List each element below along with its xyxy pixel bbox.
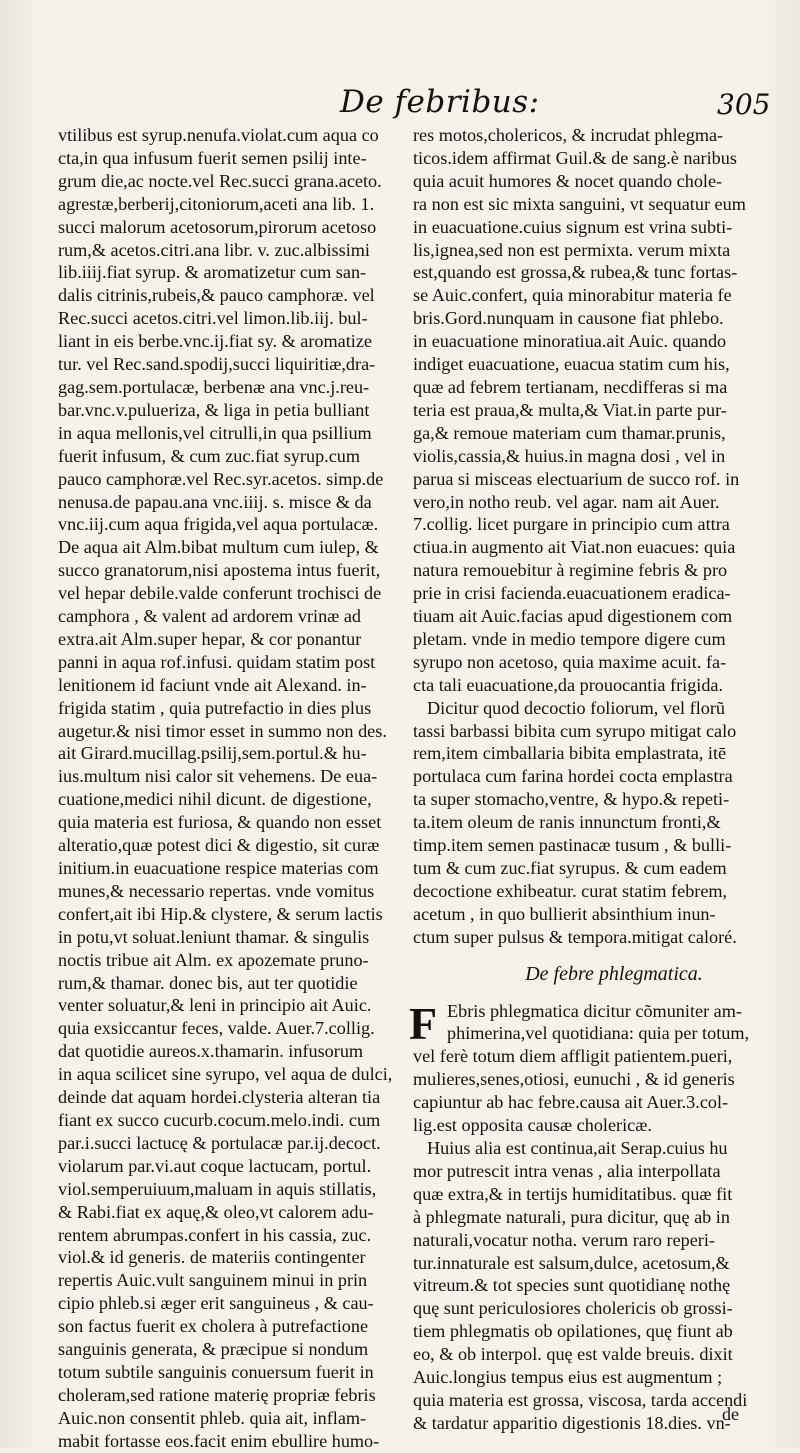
text-line: quia acuit humores & nocet quando chole- <box>413 170 723 191</box>
text-line: fiant ex succo cucurb.cocum.melo.indi. cum <box>58 1109 381 1130</box>
text-line: dalis citrinis,rubeis,& pauco camphoræ. vel <box>58 285 375 306</box>
text-line: bar.vnc.v.pulueriza, & liga in petia bulliant <box>58 399 370 420</box>
text-line: in aqua scilicet sine syrupo, vel aqua de dulci, <box>58 1064 393 1085</box>
text-line: syrupo non acetoso, quia maxime acuit. fa- <box>413 651 727 672</box>
left-text-column <box>58 124 396 1453</box>
text-line: lis,ignea,sed non est permixta. verum mixta <box>413 239 731 260</box>
text-line: prie in crisi facienda.euacuationem eradica- <box>413 583 731 604</box>
text-line: quæ ad febrem tertianam, necdifferas si ma <box>413 376 728 397</box>
page-number: 305 <box>717 88 771 121</box>
text-line: capiuntur ab hac febre.causa ait Auer.3.col- <box>413 1092 729 1113</box>
text-line: cta,in qua infusum fuerit semen psilij inte- <box>58 147 367 168</box>
text-line: totum subtile sanguinis conuersum fuerit in <box>58 1361 374 1382</box>
text-line: noctis tribue ait Alm. ex apozemate pruno- <box>58 949 369 970</box>
text-line: in euacuatione.cuius signum est vrina subti- <box>413 216 733 237</box>
text-line: ga,& remoue materiam cum thamar.prunis, <box>413 422 726 443</box>
running-title: De febribus: <box>340 84 540 120</box>
text-line: pletam. vnde in medio tempore digere cum <box>413 628 726 649</box>
text-line: son factus fuerit ex cholera à putrefactione <box>58 1316 369 1337</box>
text-line: bris.Gord.nunquam in causone fiat phlebo. <box>413 308 724 329</box>
text-line: succi malorum acetosorum,pirorum acetoso <box>58 216 377 237</box>
text-line: rum,& thamar. donec bis, aut ter quotidie <box>58 972 358 993</box>
text-line: repertis Auic.vult sanguinem minui in prin <box>58 1270 368 1291</box>
drop-capital: F <box>409 997 438 1049</box>
text-line: extra.ait Alm.super hepar, & cor ponantur <box>58 628 362 649</box>
text-line: par.i.succi lactucę & portulacæ par.ij.decoct. <box>58 1132 381 1153</box>
text-line: Auic.longius tempus eius est augmentum ; <box>413 1367 723 1388</box>
text-line: ait Girard.mucillag.psilij,sem.portul.& hu- <box>58 743 367 764</box>
text-line: in aqua mellonis,vel citrulli,in qua psillium <box>58 422 372 443</box>
text-line: vero,in notho reub. vel agar. nam ait Auer. <box>413 491 720 512</box>
text-line: pauco camphoræ.vel Rec.syr.acetos. simp.de <box>58 468 384 489</box>
text-line: confert,ait ibi Hip.& clystere, & serum lactis <box>58 903 383 924</box>
text-line: cta tali euacuatione,da prouocantia frigida. <box>413 674 724 695</box>
text-line: portulaca cum farina hordei cocta emplastra <box>413 766 733 787</box>
text-line: eo, & ob interpol. quę est valde breuis. dixit <box>413 1344 733 1365</box>
text-line: ctum super pulsus & tempora.mitigat caloré. <box>413 926 737 947</box>
text-line: dat quotidie aureos.x.thamarin. infusorum <box>58 1041 364 1062</box>
right-text-column <box>409 124 771 1435</box>
right-paragraph-3 <box>409 997 771 1137</box>
text-line: quia exsiccantur feces, valde. Auer.7.collig. <box>58 1018 375 1039</box>
text-line: lenitionem id faciunt vnde ait Alexand. in- <box>58 674 367 695</box>
text-line: à phlegmate naturali, pura dicitur, quę ab in <box>413 1206 730 1227</box>
text-line: 7.collig. licet purgare in principio cum attra <box>413 514 730 535</box>
text-line: natura remouebitur à regimine febris & pro <box>413 560 728 581</box>
text-line: sanguinis generata, & præcipue si nondum <box>58 1339 369 1360</box>
text-line: timp.item semen pastinacæ tusum , & bulli- <box>413 835 732 856</box>
text-line: gag.sem.portulacæ, berbenæ ana vnc.j.reu- <box>58 376 370 397</box>
text-line: phimerina,vel quotidiana: quia per totum, <box>447 1023 750 1044</box>
text-line: rum,& acetos.citri.ana libr. v. zuc.albissimi <box>58 239 370 260</box>
text-line: Ebris phlegmatica dicitur cõmuniter am- <box>447 1000 742 1021</box>
text-line: camphora , & valent ad ardorem vrinæ ad <box>58 606 362 627</box>
right-paragraph-1 <box>413 124 771 697</box>
text-line: est,quando est grossa,& rubea,& tunc fortas- <box>413 262 738 283</box>
text-line: vnc.iij.cum aqua frigida,vel aqua portulacæ. <box>58 514 379 535</box>
text-line: & tardatur apparitio digestionis 18.dies. vn- <box>413 1412 731 1433</box>
text-line: se Auic.confert, quia minorabitur materia fe <box>413 285 732 306</box>
text-line: viol.& id generis. de materiis contingenter <box>58 1247 366 1268</box>
text-line: acetum , in quo bullierit absinthium inun- <box>413 903 716 924</box>
text-line: ra non est sic mixta sanguini, vt sequatur eum <box>413 193 746 214</box>
text-line: cipio phleb.si æger erit sanguineus , & cau- <box>58 1293 374 1314</box>
text-line: vel ferè totum diem affligit patientem.pueri, <box>413 1046 733 1067</box>
text-line: viol.semperuiuum,maluam in aquis stillatis, <box>58 1178 377 1199</box>
text-line: ius.multum nisi calor sit vehemens. De eua- <box>58 766 378 787</box>
text-line: initium.in euacuatione respice materias com <box>58 858 379 878</box>
text-line: violis,cassia,& huius.in magna dosi , vel in <box>413 445 726 466</box>
text-line: in euacuatione minoratiua.ait Auic. quando <box>413 331 727 352</box>
text-line: choleram,sed ratione materię propriæ febris <box>58 1384 376 1405</box>
text-line: munes,& necessario repertas. vnde vomitus <box>58 880 375 901</box>
text-line: tiem phlegmatis ob opilationes, quę fiunt ab <box>413 1321 733 1342</box>
text-line: quæ extra,& in tertijs humiditatibus. quæ fit <box>413 1183 733 1204</box>
text-line: quia materia est furiosa, & quando non esset <box>58 812 382 833</box>
text-line: quia materia est grossa, viscosa, tarda accendi <box>413 1389 748 1410</box>
text-line: indiget euacuatione, euacua statim cum his, <box>413 354 730 375</box>
text-line: ta super stomacho,ventre, & hypo.& repeti- <box>413 789 730 810</box>
text-line: cuatione,medici nihil dicunt. de digestione, <box>58 789 372 810</box>
text-line: deinde dat aquam hordei.clysteria alteran tia <box>58 1087 381 1108</box>
text-line: Huius alia est continua,ait Serap.cuius hu <box>427 1137 728 1158</box>
text-line: quę sunt periculosiores cholericis ob grossi- <box>413 1298 733 1319</box>
text-line: panni in aqua rof.infusi. quidam statim post <box>58 651 376 672</box>
text-line: ctiua.in augmento ait Viat.non euacues: quia <box>413 537 736 558</box>
text-line: succo granatorum,nisi apostema intus fuerit, <box>58 560 381 581</box>
right-paragraph-2 <box>413 697 771 949</box>
text-line: agrestæ,berberij,citoniorum,aceti ana lib. 1. <box>58 193 375 214</box>
text-line: lig.est opposita causæ cholericæ. <box>413 1115 652 1136</box>
text-line: vitreum.& tot species sunt quotidianę nothę <box>413 1275 731 1296</box>
text-line: vel hepar debile.valde conferunt trochisci de <box>58 583 382 604</box>
text-line: mor putrescit intra venas , alia interpollata <box>413 1160 721 1181</box>
text-line: Dicitur quod decoctio foliorum, vel florũ <box>427 697 725 718</box>
text-line: lib.iiij.fiat syrup. & aromatizetur cum san- <box>58 262 367 283</box>
text-line: res motos,cholericos, & incrudat phlegma- <box>413 125 724 145</box>
text-line: rentem abrumpas.confert in his cassia, zuc. <box>58 1224 372 1245</box>
text-line: tassi barbassi bibita cum syrupo mitigat calo <box>413 720 737 741</box>
text-line: mulieres,senes,otiosi, eunuchi , & id generis <box>413 1069 735 1090</box>
text-line: fuerit infusum, & cum zuc.fiat syrup.cum <box>58 445 361 466</box>
text-line: teria est praua,& multa,& Viat.in parte pur- <box>413 399 727 420</box>
text-line: tum & cum zuc.fiat syrupus. & cum eadem <box>413 858 727 878</box>
section-heading: De febre phlegmatica. <box>525 962 703 985</box>
text-line: decoctione exhibeatur. curat statim febrem, <box>413 880 728 901</box>
text-line: grum die,ac nocte.vel Rec.succi grana.aceto. <box>58 170 382 191</box>
text-line: nenusa.de papau.ana vnc.iiij. s. misce & da <box>58 491 372 512</box>
text-line: liant in eis berbe.vnc.ij.fiat sy. & aromatize <box>58 331 372 352</box>
text-line: ticos.idem affirmat Guil.& de sang.è naribus <box>413 147 737 168</box>
text-line: violarum par.vi.aut coque lactucam, portul. <box>58 1155 372 1176</box>
text-line: tiuam ait Auic.facias apud digestionem com <box>413 606 733 627</box>
text-line: De aqua ait Alm.bibat multum cum iulep, & <box>58 537 379 558</box>
right-paragraph-4 <box>413 1137 771 1435</box>
text-line: mabit fortasse eos.facit enim ebullire humo- <box>58 1430 380 1451</box>
text-line: & Rabi.fiat ex aquę,& oleo,vt calorem adu- <box>58 1201 374 1222</box>
text-line: Auic.non consentit phleb. quia ait, inflam- <box>58 1407 367 1428</box>
text-line: parua si misceas electuarium de succo rof. in <box>413 468 740 489</box>
text-line: ta.item oleum de ranis innunctum fronti,& <box>413 812 721 833</box>
text-line: rem,item cimballaria bibita emplastrata, itē <box>413 743 727 764</box>
catchword: de <box>722 1404 739 1424</box>
text-line: augetur.& nisi timor esset in summo non des. <box>58 720 387 741</box>
text-line: tur. vel Rec.sand.spodij,succi liquiritiæ,dra- <box>58 354 376 375</box>
text-line: vtilibus est syrup.nenufa.violat.cum aqua co <box>58 125 379 145</box>
text-line: alteratio,quæ potest dici & digestio, sit curæ <box>58 835 380 856</box>
text-line: tur.innaturale est salsum,dulce, acetosum,& <box>413 1252 730 1273</box>
text-line: venter soluatur,& leni in principio ait Auic. <box>58 995 372 1016</box>
text-line: frigida statim , quia putrefactio in dies plus <box>58 697 372 718</box>
text-line: Rec.succi acetos.citri.vel limon.lib.iij. bul- <box>58 308 368 329</box>
text-line: in potu,vt soluat.leniunt thamar. & singulis <box>58 926 370 947</box>
text-line: naturali,vocatur notha. verum raro reperi- <box>413 1229 715 1250</box>
